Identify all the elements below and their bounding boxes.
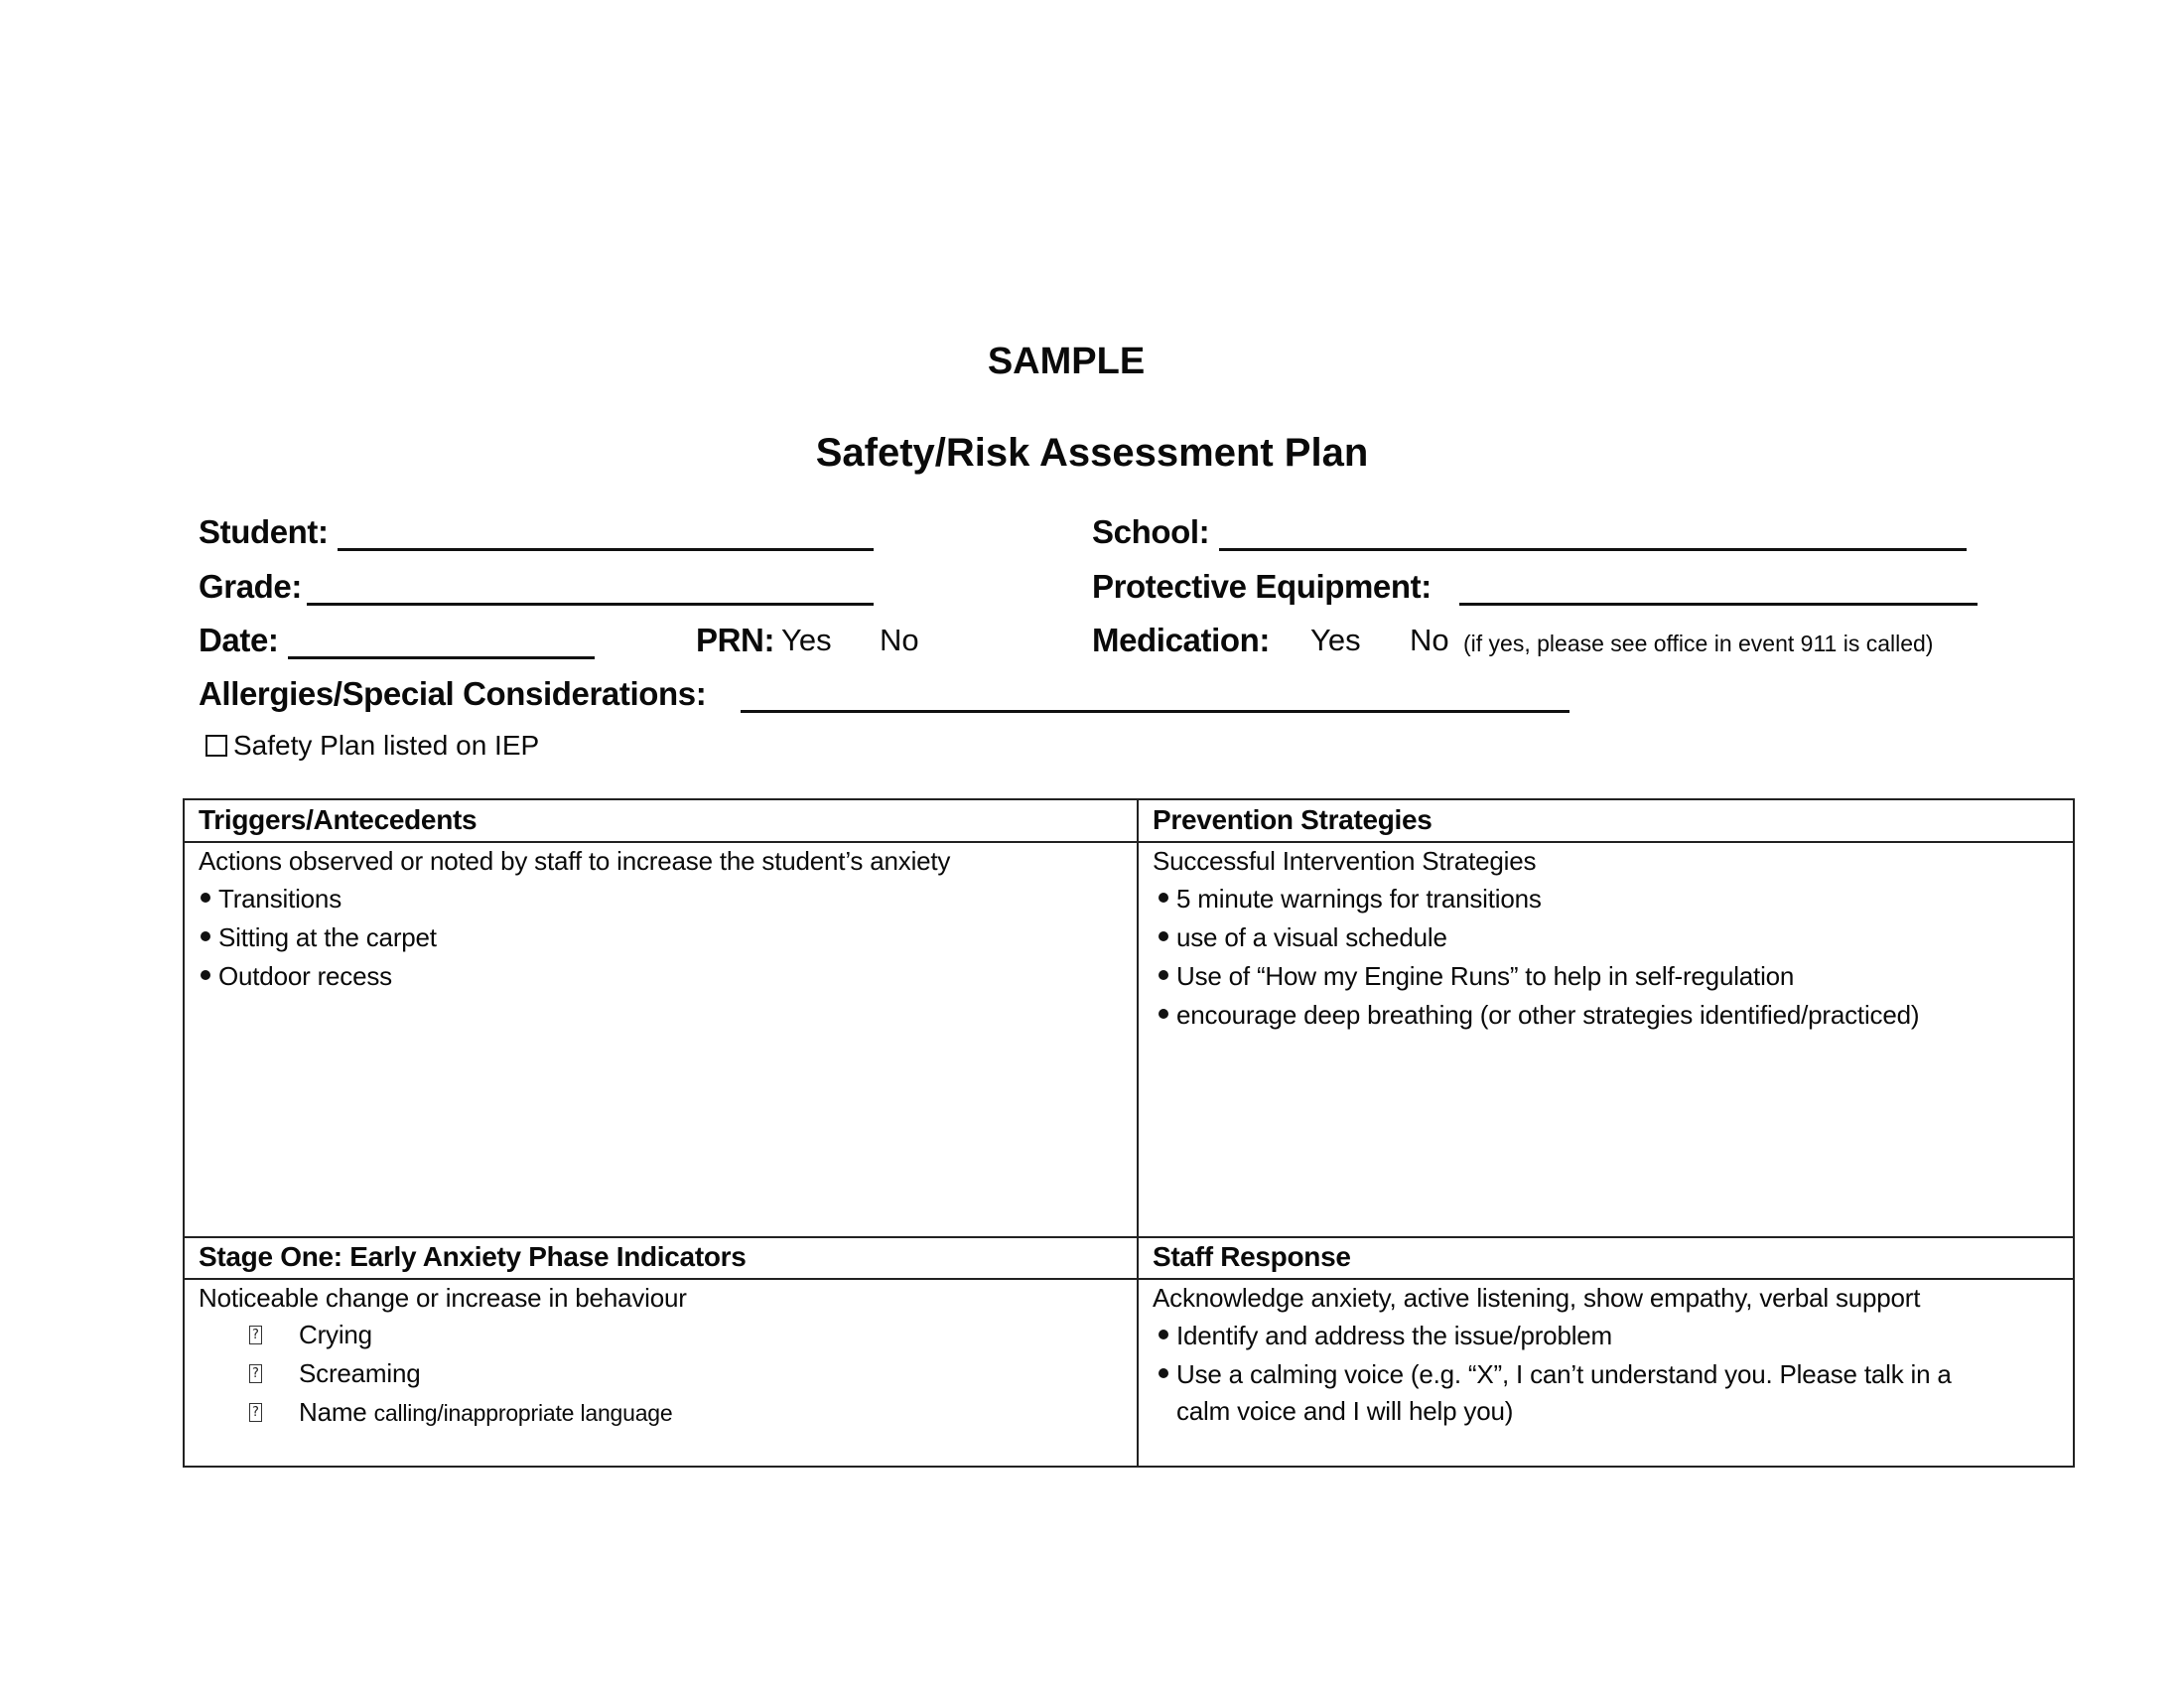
- list-item: Transitions: [218, 884, 341, 914]
- list-item: 5 minute warnings for transitions: [1176, 884, 1542, 914]
- list-item-continuation: calm voice and I will help you): [1176, 1396, 1514, 1426]
- medication-label: Medication:: [1092, 622, 1270, 658]
- stage-one-intro: Noticeable change or increase in behaviour: [199, 1283, 687, 1313]
- list-item: Use of “How my Engine Runs” to help in self-regulation: [1176, 961, 1795, 991]
- bullet-icon: [1159, 970, 1168, 980]
- list-item-text: calling/inappropriate language: [373, 1400, 673, 1426]
- bullet-icon: [1159, 1368, 1168, 1378]
- medication-no-option[interactable]: No: [1410, 623, 1449, 657]
- school-field[interactable]: [1219, 548, 1967, 551]
- list-item-text: Name: [299, 1397, 367, 1427]
- prevention-strategies-header: Prevention Strategies: [1153, 804, 1433, 835]
- bullet-icon: [201, 931, 210, 941]
- safety-plan-checkbox[interactable]: [205, 735, 227, 757]
- bullet-icon: [1159, 1330, 1168, 1339]
- list-item: Crying: [299, 1320, 372, 1349]
- prn-yes-option[interactable]: Yes: [781, 623, 832, 657]
- bullet-icon: [1159, 1009, 1168, 1019]
- date-field[interactable]: [288, 656, 595, 659]
- stage-one-header: Stage One: Early Anxiety Phase Indicators: [199, 1241, 747, 1272]
- missing-glyph-bullet-icon: ?: [249, 1364, 262, 1383]
- table-column-divider: [1137, 800, 1139, 1466]
- allergies-field[interactable]: [741, 710, 1570, 713]
- bullet-icon: [201, 970, 210, 980]
- triggers-header: Triggers/Antecedents: [199, 804, 478, 835]
- medication-note: (if yes, please see office in event 911 is called): [1463, 631, 1934, 656]
- list-item: Outdoor recess: [218, 961, 392, 991]
- list-item: [299, 1394, 673, 1431]
- grade-label: Grade:: [199, 568, 302, 605]
- protective-equipment-label: Protective Equipment:: [1092, 568, 1432, 605]
- allergies-label: Allergies/Special Considerations:: [199, 675, 707, 712]
- staff-response-header: Staff Response: [1153, 1241, 1351, 1272]
- student-field[interactable]: [338, 548, 874, 551]
- list-item: use of a visual schedule: [1176, 922, 1447, 952]
- table-divider: [185, 1236, 2073, 1238]
- bullet-icon: [201, 893, 210, 903]
- staff-response-intro: Acknowledge anxiety, active listening, show empathy, verbal support: [1153, 1283, 1921, 1313]
- missing-glyph-bullet-icon: ?: [249, 1403, 262, 1422]
- prn-no-option[interactable]: No: [880, 623, 919, 657]
- list-item: Use a calming voice (e.g. “X”, I can’t understand you. Please talk in a: [1176, 1359, 1952, 1389]
- list-item: encourage deep breathing (or other strategies identified/practiced): [1176, 1000, 1920, 1030]
- sample-heading: SAMPLE: [987, 341, 1146, 382]
- triggers-intro: Actions observed or noted by staff to increase the student’s anxiety: [199, 846, 951, 876]
- prn-label: PRN:: [696, 622, 775, 658]
- page-title: Safety/Risk Assessment Plan: [815, 431, 1369, 475]
- date-label: Date:: [199, 622, 279, 658]
- protective-equipment-field[interactable]: [1459, 603, 1978, 606]
- list-item: Screaming: [299, 1358, 421, 1388]
- bullet-icon: [1159, 931, 1168, 941]
- bullet-icon: [1159, 893, 1168, 903]
- list-item: Sitting at the carpet: [218, 922, 437, 952]
- student-label: Student:: [199, 513, 329, 550]
- medication-yes-option[interactable]: Yes: [1310, 623, 1361, 657]
- safety-plan-checkbox-label: Safety Plan listed on IEP: [233, 730, 540, 761]
- school-label: School:: [1092, 513, 1210, 550]
- list-item: Identify and address the issue/problem: [1176, 1321, 1612, 1350]
- prevention-intro: Successful Intervention Strategies: [1153, 846, 1537, 876]
- grade-field[interactable]: [307, 603, 874, 606]
- missing-glyph-bullet-icon: ?: [249, 1326, 262, 1344]
